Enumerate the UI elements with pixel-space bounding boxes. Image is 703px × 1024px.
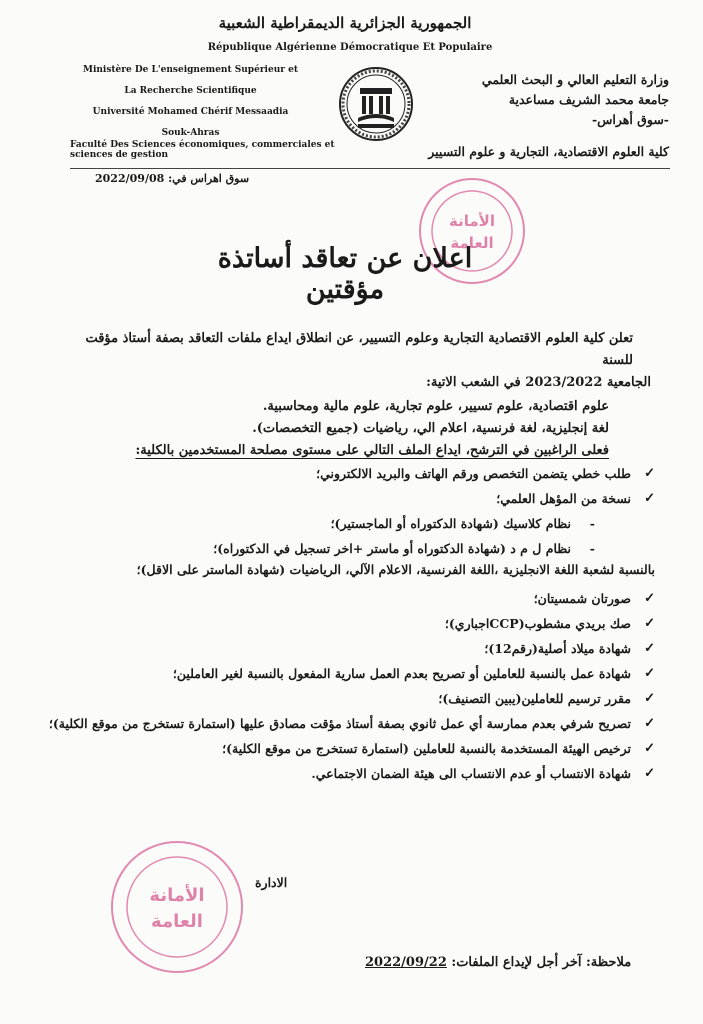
checkmark-icon: ✓ xyxy=(644,640,655,656)
list-item-text: صورتان شمسيتان؛ xyxy=(533,590,631,606)
official-stamp-bottom xyxy=(108,838,246,976)
list-item xyxy=(45,687,655,709)
checkmark-icon: ✓ xyxy=(644,765,655,781)
checkmark-icon: ✓ xyxy=(644,615,655,631)
list-item xyxy=(45,762,655,784)
checkmark-icon: ✓ xyxy=(644,465,655,481)
sub-list-item xyxy=(45,512,655,534)
list-item-text: ترخيص الهيئة المستخدمة بالنسبة للعاملين (استمارة تستخرج من موقع الكلية)؛ xyxy=(222,740,631,756)
dash-bullet-icon: - xyxy=(589,540,595,556)
list-item xyxy=(45,637,655,659)
deadline-note xyxy=(365,955,631,970)
list-item-text: طلب خطي يتضمن التخصص ورقم الهاتف والبريد الالكتروني؛ xyxy=(316,465,631,481)
special-branches-note: بالنسبة لشعبة اللغة الانجليزية ،اللغة الفرنسية، الاعلام الآلي، الرياضيات (شهادة الماستر على الاقل)؛ xyxy=(136,562,655,577)
sub-list-item-text: نظام ل م د (شهادة الدكتوراه أو ماستر +اخر تسجيل في الدكتوراه)؛ xyxy=(213,540,571,556)
republic-french: République Algérienne Démocratique Et Populaire xyxy=(207,42,493,53)
stamp-bottom-line2: العامة xyxy=(151,911,203,932)
university-french: Université Mohamed Chérif Messaadia xyxy=(92,107,289,117)
header-arabic-block xyxy=(479,70,669,130)
list-item-text: شهادة عمل بالنسبة للعاملين أو تصريح بعدم العمل سارية المفعول بالنسبة لغير العاملين؛ xyxy=(172,665,631,681)
branches-line-2: لغة إنجليزية، لغة فرنسية، اعلام الي، رياضيات (جميع التخصصات). xyxy=(252,421,609,436)
list-item xyxy=(45,587,655,609)
branches-line-1: علوم اقتصادية، علوم تسيير، علوم تجارية، علوم مالية ومحاسبية. xyxy=(262,399,609,414)
city-french: Souk-Ahras xyxy=(161,128,220,138)
ministry-french-line2: La Recherche Scientifique xyxy=(124,86,257,96)
dash-bullet-icon: - xyxy=(589,515,595,531)
university-arabic: جامعة محمد الشريف مساعدية xyxy=(508,92,669,107)
intro-line-2: الجامعية 2023/2022 في الشعب الاتية: xyxy=(426,375,651,390)
sub-list-item-text: نظام كلاسيك (شهادة الدكتوراه أو الماجستير)؛ xyxy=(330,515,571,531)
administration-signature: الادارة xyxy=(255,875,288,890)
list-item xyxy=(45,487,655,509)
list-item-text: شهادة ميلاد أصلية(رقم12)؛ xyxy=(484,640,631,656)
list-item xyxy=(45,712,655,734)
list-item-text: نسخة من المؤهل العلمي؛ xyxy=(496,490,631,506)
instruction-line: فعلى الراغبين في الترشح، ايداع الملف التالي على مستوى مصلحة المستخدمين بالكلية: xyxy=(135,443,609,458)
checkmark-icon: ✓ xyxy=(644,740,655,756)
list-item-text: مقرر ترسيم للعاملين(يبين التصنيف)؛ xyxy=(438,690,631,706)
required-documents-list xyxy=(45,462,655,787)
list-item xyxy=(45,462,655,484)
faculty-french: Faculté Des Sciences économiques, commerciales et sciences de gestion xyxy=(70,140,335,160)
ministry-french-line1: Ministère De L'enseignement Supérieur et xyxy=(82,65,299,75)
list-item-text: تصريح شرفي بعدم ممارسة أي عمل ثانوي بصفة أستاذ مؤقت مصادق عليها (استمارة تستخرج من موقع الكلية)؛ xyxy=(48,715,631,731)
checkmark-icon: ✓ xyxy=(644,715,655,731)
announcement-title: اعلان عن تعاقد أساتذة مؤقتين xyxy=(217,243,473,305)
ministry-arabic: وزارة التعليم العالي و البحث العلمي xyxy=(481,72,669,87)
stamp-top-line2: العامة xyxy=(450,234,494,252)
header-french-block xyxy=(78,60,303,144)
list-item xyxy=(45,737,655,759)
checkmark-icon: ✓ xyxy=(644,490,655,506)
checkmark-icon: ✓ xyxy=(644,690,655,706)
sub-list-item xyxy=(45,537,655,559)
issue-date: سوق اهراس في: 2022/09/08 xyxy=(95,172,250,185)
deadline-date: 2022/09/22 xyxy=(365,955,447,970)
faculty-arabic: كلية العلوم الاقتصادية، التجارية و علوم التسيير xyxy=(428,144,669,159)
city-arabic: -سوق أهراس- xyxy=(591,112,669,127)
header-divider xyxy=(70,168,670,169)
intro-line-1: تعلن كلية العلوم الاقتصادية التجارية وعلوم التسيير، عن انطلاق ايداع ملفات التعاقد بصفة أستاذ مؤقت للسنة xyxy=(85,331,633,368)
republic-arabic: الجمهورية الجزائرية الديمقراطية الشعبية xyxy=(218,14,472,32)
university-logo xyxy=(338,66,414,142)
list-item-text: شهادة الانتساب أو عدم الانتساب الى هيئة الضمان الاجتماعي. xyxy=(311,765,631,781)
checkmark-icon: ✓ xyxy=(644,665,655,681)
stamp-top-line1: الأمانة xyxy=(449,212,495,230)
list-item-text: صك بريدي مشطوب(CCPاجباري)؛ xyxy=(444,615,631,631)
deadline-label: ملاحظة: آخر أجل لإيداع الملفات: xyxy=(451,955,632,970)
list-item xyxy=(45,662,655,684)
list-item xyxy=(45,612,655,634)
stamp-bottom-line1: الأمانة xyxy=(149,885,205,906)
checkmark-icon: ✓ xyxy=(644,590,655,606)
announcement-body xyxy=(51,328,651,462)
